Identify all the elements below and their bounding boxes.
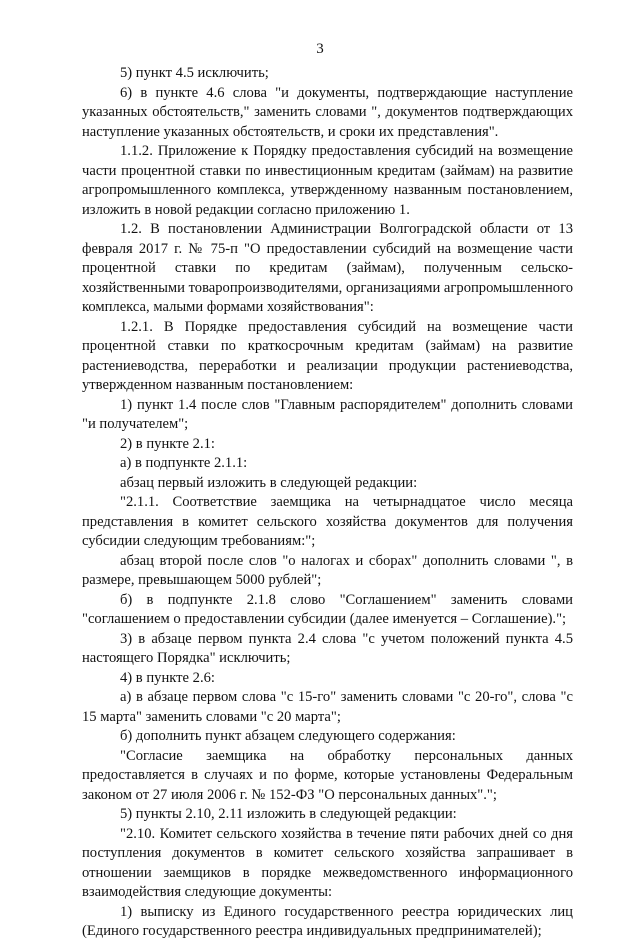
document-body	[82, 64, 573, 942]
paragraph-1-2-1: 1.2.1. В Порядке предоставления субсидий на возмещение части процентной ставки по краткосрочным кредитам (займам) на развитие растениеводства, переработки и реализации продукции растениеводства, утвержденном названным постановлением:	[82, 318, 573, 393]
paragraph-subitem-b: б) в подпункте 2.1.8 слово "Соглашением" заменить словами "соглашением о предоставлении субсидии (далее именуется – Соглашение).";	[82, 591, 573, 627]
paragraph-item-6: 6) в пункте 4.6 слова "и документы, подтверждающие наступление указанных обстоятельств," заменить словами ", документов подтверждающих наступление указанных обстоятельств, и сроки их представления".	[82, 84, 573, 140]
paragraph-subitem-a-2: а) в абзаце первом слова "с 15-го" заменить словами "с 20-го", слова "с 15 марта" заменить словами "с 20 марта";	[82, 689, 573, 725]
paragraph-list-item-1: 1) выписку из Единого государственного реестра юридических лиц (Единого государственного реестра индивидуальных предпринимателей);	[82, 903, 573, 939]
paragraph-subitem-a: а) в подпункте 2.1.1:	[120, 455, 248, 471]
page-number: 3	[316, 41, 324, 57]
paragraph-subitem-b-2: б) дополнить пункт абзацем следующего содержания:	[120, 728, 456, 744]
paragraph-consent-quote: "Согласие заемщика на обработку персональных данных предоставляется в случаях и по форме, которые установлены Федеральным законом от 27 июля 2006 г. № 152-ФЗ "О персональных данных".";	[82, 747, 573, 803]
paragraph-1-2: 1.2. В постановлении Администрации Волгоградской области от 13 февраля 2017 г. № 75-п "О предоставлении субсидий на возмещение части процентной ставки по кредитам (займам), полученным сельско-хозяйственными товаропроизводителями, организациями агропромышленного комплекса, малыми формами хозяйствования":	[82, 221, 573, 315]
paragraph-first-abzac: абзац первый изложить в следующей редакции:	[120, 474, 418, 491]
paragraph-item-2: 2) в пункте 2.1:	[120, 435, 215, 452]
paragraph-item-1: 1) пункт 1.4 после слов "Главным распорядителем" дополнить словами "и получателем";	[82, 396, 573, 432]
paragraph-2-1-1-quote: "2.1.1. Соответствие заемщика на четырнадцатое число месяца представления в комитет сельского хозяйства документов для получения субсидии следующим требованиям:";	[82, 494, 573, 549]
paragraph-item-3: 3) в абзаце первом пункта 2.4 слова "с учетом положений пункта 4.5 настоящего Порядка" исключить;	[82, 630, 573, 666]
paragraph-2-10-quote: "2.10. Комитет сельского хозяйства в течение пяти рабочих дней со дня поступления документов в комитет сельского хозяйства запрашивает в отношении заемщиков в порядке межведомственного информационного взаимодействия следующие документы:	[82, 825, 573, 900]
paragraph-second-abzac: абзац второй после слов "о налогах и сборах" дополнить словами ", в размере, превышающем 5000 рублей";	[82, 552, 573, 588]
paragraph-item-5: 5) пункт 4.5 исключить;	[120, 65, 269, 81]
paragraph-1-1-2: 1.1.2. Приложение к Порядку предоставления субсидий на возмещение части процентной ставки по инвестиционным кредитам (займам) на развитие агропромышленного комплекса, утвержденному названным постановлением, изложить в новой редакции согласно приложению 1.	[82, 143, 573, 218]
paragraph-item-5b: 5) пункты 2.10, 2.11 изложить в следующей редакции:	[120, 806, 457, 822]
paragraph-item-4: 4) в пункте 2.6:	[120, 669, 215, 686]
